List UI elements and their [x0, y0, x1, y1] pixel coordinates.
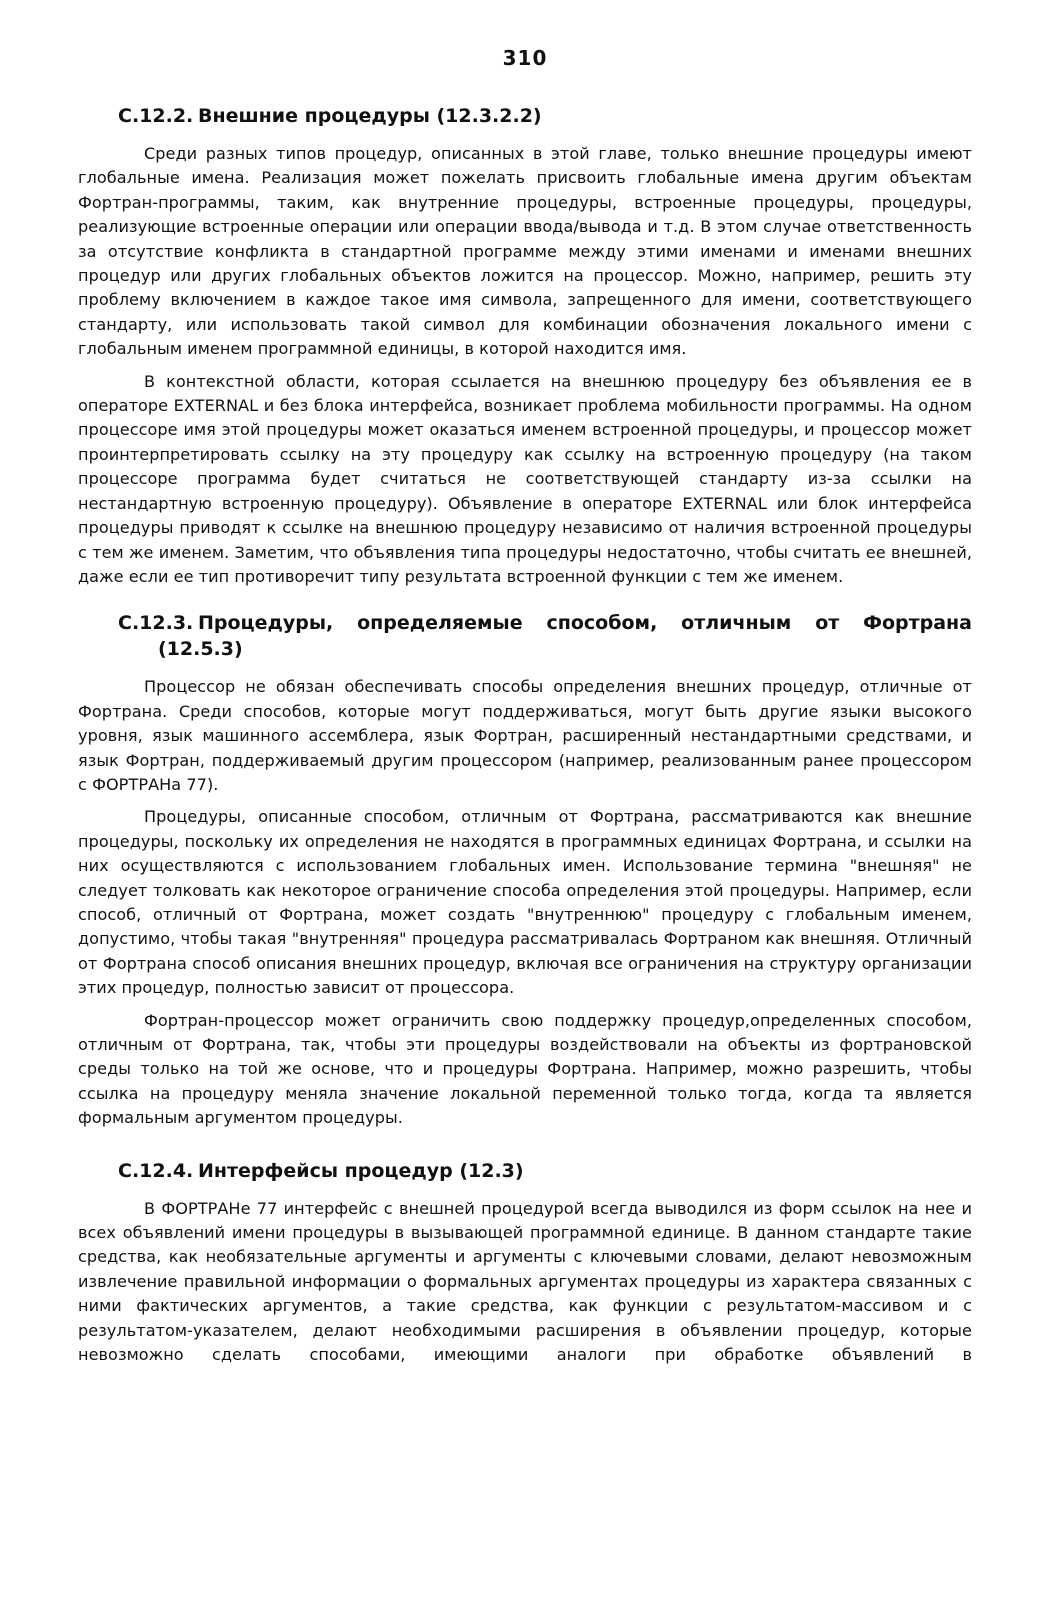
section-title: Интерфейсы процедур (12.3)	[198, 1159, 524, 1182]
paragraph: Процедуры, описанные способом, отличным от Фортрана, рассматриваются как внешние процедуры, поскольку их определения не находятся в программных единицах Фортрана, и ссылки на них осуществляются с использованием глобальных имен. Использование термина "внешняя" не следует толковать как некоторое ограничение способа определения этой процедуры. Например, если способ, отличный от Фортрана, может создать "внутреннюю" процедуру с глобальным именем, допустимо, чтобы такая "внутренняя" процедура рассматривалась Фортраном как внешняя. Отличный от Фортрана способ описания внешних процедур, включая все ограничения на структуру организации этих процедур, полностью зависит от процессора.	[78, 807, 972, 998]
section-title: Процедуры, определяемые способом, отличным от Фортрана	[198, 612, 972, 635]
section-title-reference: (12.5.3)	[158, 638, 243, 661]
document-page	[78, 46, 972, 1375]
section-number: С.12.3.	[118, 612, 194, 635]
section-title-wrap	[158, 611, 972, 661]
paragraph: Процессор не обязан обеспечивать способы определения внешних процедур, отличные от Фортрана. Среди способов, которые могут поддерживаться, могут быть другие языки высокого уровня, язык машинного ассемблера, язык Фортран, расширенный нестандартными средствами, и язык Фортран, поддерживаемый другим процессором (например, реализованным ранее процессором с ФОРТРАНа 77).	[78, 677, 972, 794]
paragraph: Среди разных типов процедур, описанных в этой главе, только внешние процедуры имеют глобальные имена. Реализация может пожелать присвоить глобальные имена другим объектам Фортран-программы, таким, как внутренние процедуры, встроенные процедуры, процедуры, реализующие встроенные операции или операции ввода/вывода и т.д. В этом случае ответственность за отсутствие конфликта в стандартной программе между этими именами и именами внешних процедур или других глобальных объектов ложится на процессор. Можно, например, решить эту проблему включением в каждое такое имя символа, запрещенного для имени, соответствующего стандарту, или использовать такой символ для комбинации обозначения локального имени с глобальным именем программной единицы, в которой находится имя.	[78, 144, 972, 359]
section-heading-c12-2	[78, 104, 972, 128]
paragraph: Фортран-процессор может ограничить свою поддержку процедур,определенных способом, отличным от Фортрана, так, чтобы эти процедуры воздействовали на объекты из фортрановской среды только на той же основе, что и процедуры Фортрана. Например, можно разрешить, чтобы ссылка на процедуру меняла значение локальной переменной только тогда, когда та является формальным аргументом процедуры.	[78, 1010, 972, 1128]
section-number: С.12.4.	[118, 1159, 194, 1182]
section-number: С.12.2.	[118, 105, 194, 127]
paragraph: В ФОРТРАНе 77 интерфейс с внешней процедурой всегда выводился из форм ссылок на нее и всех объявлений имени процедуры в вызывающей программной единице. В данном стандарте такие средства, как необязательные аргументы и аргументы с ключевыми словами, делают невозможным извлечение правильной информации о формальных аргументах процедуры из характера связанных с ними фактических аргументов, а такие средства, как функции с результатом-массивом и с результатом-указателем, делают необходимыми расширения в объявлении процедур, которые невозможно сделать способами, имеющими аналоги при обработке объявлений в	[78, 1198, 972, 1365]
page-number: 310	[502, 46, 548, 70]
section-heading-c12-4	[78, 1159, 972, 1183]
section-title: Внешние процедуры (12.3.2.2)	[198, 105, 542, 127]
section-heading-c12-3	[78, 611, 972, 661]
paragraph: В контекстной области, которая ссылается на внешнюю процедуру без объявления ее в операторе EXTERNAL и без блока интерфейса, возникает проблема мобильности программы. На одном процессоре имя этой процедуры может оказаться именем встроенной процедуры, и процессор может проинтерпретировать ссылку на эту процедуру как ссылку на встроенную процедуру (на таком процессоре программа будет считаться не соответствующей стандарту из-за ссылки на нестандартную встроенную процедуру). Объявление в операторе EXTERNAL или блок интерфейса процедуры приводят к ссылке на внешнюю процедуру независимо от наличия встроенной процедуры с тем же именем. Заметим, что объявления типа процедуры недостаточно, чтобы считать ее внешней, даже если ее тип противоречит типу результата встроенной функции с тем же именем.	[78, 371, 972, 586]
